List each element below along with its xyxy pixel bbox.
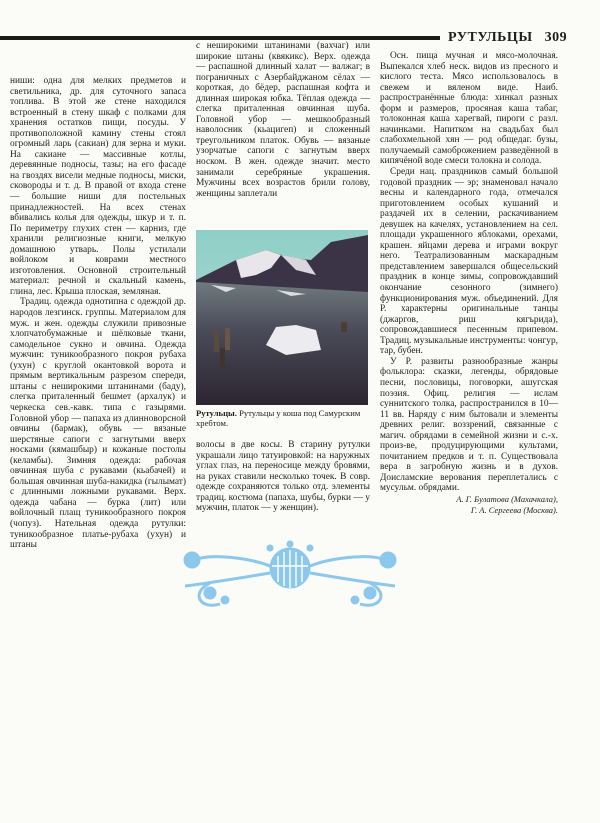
paragraph: У Р. развиты разнообразные жанры фольклора: сказки, легенды, обрядовые песни, пословицы, поговорки, ашугская поэзия. Офиц. религия — ислам суннитского толка, распространился в 10—11 вв. Наряду с ним бытовали и элементы древних религ. воззрений, связанные с магич. обрядами в семейной жизни и с.-х. произ-ве, продуцирующими культами, почитанием предков и т. п. Существовала вера в загробную жизнь и в духов. Доисламские верования переплетались с мусульм. обрядами.: [380, 356, 558, 494]
paragraph: волосы в две косы. В старину рутулки украшали лицо татуировкой: на наружных углах глаз, на переносице между бровями, на руках ставили несколько точек. В совр. одежде сохраняются только отд. элементы традиц. костюма (папаха, шубы, бурки — у мужчин, платок — у женщин).: [196, 440, 370, 514]
paragraph: Среди нац. праздников самый большой годовой праздник — эр; знаменовал начало весны и календарного года, отмечался приготовлением особых кушаний и раздачей их в селении, раскачиванием девушек на качелях, установлением на сел. площади украшенного яблоками, орехами, крашен. яйцами дерева и играми вокруг него. Театрализованным маскарадным представлением завершался общесельский праздник в конце зимы, сопровождавший окончание сезонного (зимнего) функционирования муж. объединений. Для Р. характерны оригинальные танцы (джаргов, риш кягърида), сопровождавшиеся песенным припевом. Традиц. музыкальные инструменты: чонгур, тар, бубен.: [380, 167, 558, 357]
page-number: 309: [544, 30, 568, 45]
column-1: [10, 76, 186, 551]
running-head: [448, 30, 567, 46]
photo-caption: [196, 408, 370, 428]
decorative-ornament: [170, 538, 410, 613]
column-2-bottom: [196, 440, 370, 514]
paragraph: с неширокими штанинами (вахчаг) или широкие штаны (квякикс). Верх. одежда — распашной длинный халат — валжаг; в пограничных с Азербайджаном сёлах — короткая, до бёдер, распашная кофта и длинная широкая юбка. Тёплая одежда — слегка приталенная овчинная шуба. Головной убор — мешкообразный наволосник (кьацигеп) и сложенный треугольником платок. Обувь — вязаные узорчатые сапоги с загнутым вверх носком. В жен. одежде значит. место занимали серебряные украшения. Мужчины всех возрастов брили голову, женщины заплетали: [196, 41, 370, 199]
paragraph: Осн. пища мучная и мясо-молочная. Выпекался хлеб неск. видов из пресного и кислого теста. Мясо использовалось в свежем и вяленом виде. Наиб. распространённые блюда: хинкал разных форм и размеров, просяная каша табаг, толоконная каша харегвай, пироги с разл. начинками. Напитком на свадьбах был слабохмельной хян — род общедаг. бузы, получаемый самоброжением разведённой в кипячёной воде смеси толокна и солода.: [380, 51, 558, 167]
photo-rutuls-camp: [196, 230, 368, 405]
caption-title: Рутульцы.: [196, 408, 237, 418]
column-2-top: [196, 41, 370, 199]
author-signature: А. Г. Булатова (Махачкала),: [456, 493, 558, 504]
paragraph: Традиц. одежда однотипна с одеждой др. народов лезгинск. группы. Материалом для муж. и жен. одежды служили привозные хлопчатобумажные и шёлковые ткани, самодельное сукно и овчина. Одежда мужчин: туникообразного покроя рубаха (ухун) с круглой окантовкой ворота и прямым вертикальным разрезом спереди, штаны с неширокими штанинами (баду), слегка приталенный бешмет (архалук) и черкеска сев.-кавк. типа с газырями. Головной убор — папаха из длинноворсной овчины (бармак), обувь — вязаные шерстяные сапоги с загнутыми вверх носками (кямашбыр) и кожаные постолы (келамбы). Зимняя одежда: рабочая овчинная шуба с рукавами (кьабачей) и большая овчинная шуба-накидка (гылымат) с длинными ложными рукавами. Верх. одежда чабана — бурка (лит) или войлочный плащ туникообразного покроя (чопуз). Нательная одежда рутулки: туникообразное платье-рубаха (ухун) и штаны: [10, 297, 186, 551]
column-3: [380, 51, 558, 515]
author-signature: Г. А. Сергеева (Москва).: [470, 504, 558, 515]
running-head-title: РУТУЛЬЦЫ: [448, 30, 533, 45]
header-rule: [0, 36, 440, 40]
caption-text: Рутульцы у коша под Самурским хребтом.: [196, 408, 361, 428]
paragraph: ниши: одна для мелких предметов и светильника, др. для суточного запаса топлива. В этой же стене находился встроенный в стену шкаф с полками для хранения остатков пищи, посуды. У противоположной камину стены стоял огромный ларь (сакиан) для зерна и муки. На сакиане — массивные котлы, деревянные подносы, тазы; на его фасаде на гвоздях висели медные подносы, миски, сковороды и т. д. В правой от входа стене — большие ниши для постельных принадлежностей. На всех стенах вбивались колья для одежды, шкур и т. п. По периметру глухих стен — карниз, где хранили религиозные книги, мелкую домашнюю утварь. Полы устилали войлоком и коврами местного изготовления. Основной строительный материал: речной и скальный камень, глина, лес. Крыша плоская, земляная.: [10, 76, 186, 297]
